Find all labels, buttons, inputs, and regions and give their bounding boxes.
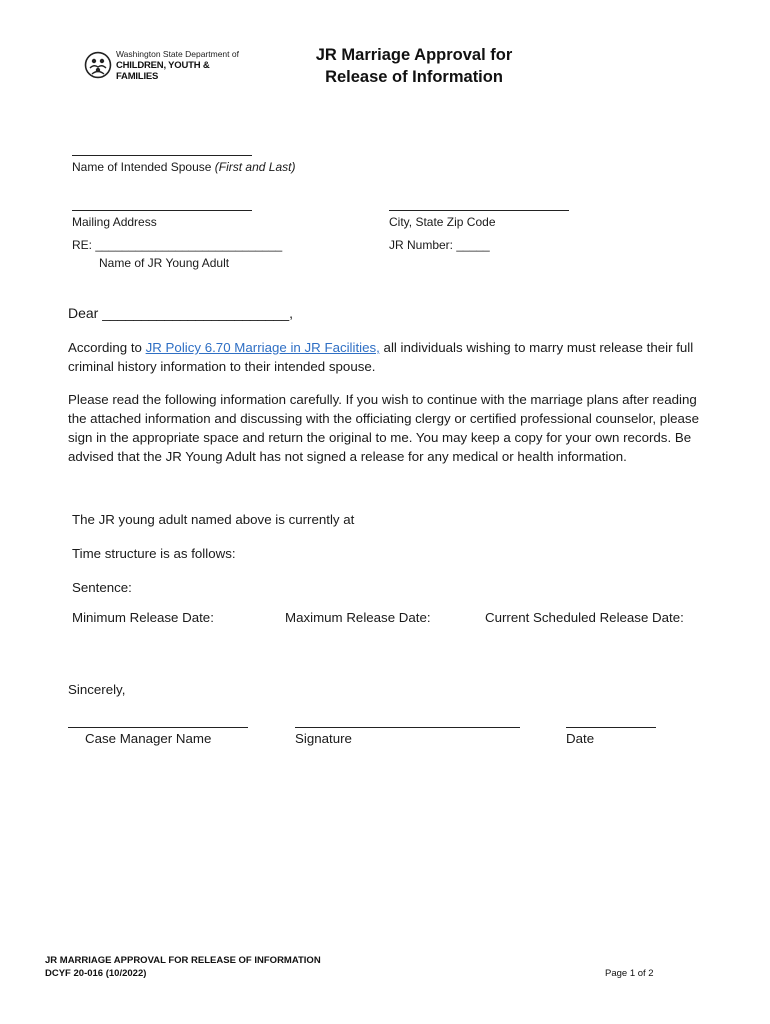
min-release-label: Minimum Release Date: — [72, 610, 214, 625]
young-adult-label: Name of JR Young Adult — [99, 256, 230, 270]
jr-number-field[interactable]: JR Number: _____ — [389, 238, 490, 252]
agency-logo — [84, 48, 254, 82]
footer-page-number: Page 1 of 2 — [605, 968, 654, 979]
spouse-name-label — [72, 160, 295, 175]
para1-rest: all individuals wishing to marry must release their full criminal history information to their intended spouse. — [68, 340, 694, 374]
closing: Sincerely, — [68, 682, 126, 697]
title-line-2: Release of Information — [325, 68, 503, 86]
page-title — [300, 44, 528, 88]
para1-intro: According to — [68, 340, 146, 355]
spouse-name-line[interactable] — [72, 155, 252, 156]
case-manager-line[interactable] — [68, 727, 248, 728]
re-field[interactable]: RE: ____________________________ — [72, 238, 283, 252]
dcyf-emblem-icon — [84, 50, 112, 80]
signature-line[interactable] — [295, 727, 520, 728]
current-release-label: Current Scheduled Release Date: — [485, 610, 684, 625]
salutation: Dear ________________________, — [68, 305, 293, 321]
mailing-address-label: Mailing Address — [72, 215, 157, 229]
signature-label: Signature — [295, 731, 352, 746]
footer-form-title: JR MARRIAGE APPROVAL FOR RELEASE OF INFORMATION — [45, 955, 321, 966]
instructions-paragraph: Please read the following information carefully. If you wish to continue with the marriage plans after reading the attached information and discussing with the officiating clergy or certified professional counselor, please sign in the appropriate space and return the original to me. You may keep a copy for your own records. Be advised that the JR Young Adult has not signed a release for any medical or health information. — [68, 392, 699, 464]
max-release-label: Maximum Release Date: — [285, 610, 431, 625]
city-state-zip-label: City, State Zip Code — [389, 215, 496, 229]
policy-link[interactable]: JR Policy 6.70 Marriage in JR Facilities, — [145, 340, 380, 355]
date-line[interactable] — [566, 727, 656, 728]
case-manager-label: Case Manager Name — [85, 731, 212, 746]
currently-at-text: The JR young adult named above is currently at — [72, 512, 355, 527]
mailing-address-line[interactable] — [72, 210, 252, 211]
title-line-1: JR Marriage Approval for — [315, 46, 513, 64]
time-structure-text: Time structure is as follows: — [72, 546, 236, 561]
spouse-label-text: Name of Intended Spouse — [72, 160, 215, 174]
logo-line-1: Washington State Department of — [115, 48, 239, 59]
spouse-label-hint: (First and Last) — [214, 160, 296, 174]
policy-paragraph — [68, 338, 708, 376]
sentence-text: Sentence: — [72, 580, 132, 595]
footer-form-number: DCYF 20-016 (10/2022) — [45, 968, 147, 979]
city-state-zip-line[interactable] — [389, 210, 569, 211]
date-label: Date — [566, 731, 595, 746]
logo-line-2: CHILDREN, YOUTH & FAMILIES — [115, 59, 210, 82]
